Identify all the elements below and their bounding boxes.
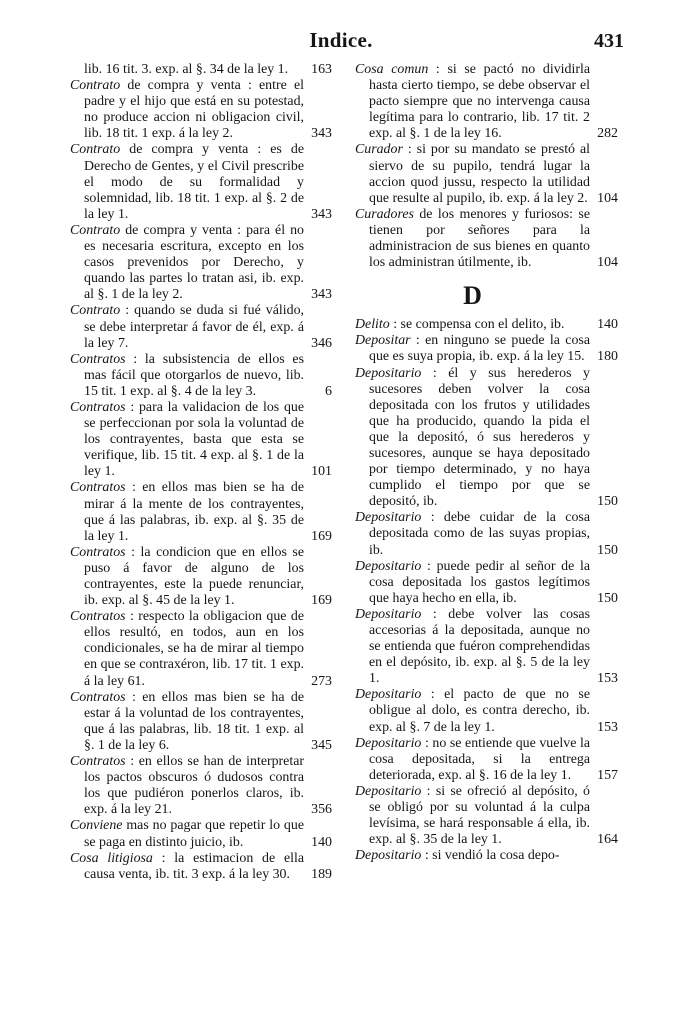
entry-page-ref: 169 (311, 593, 332, 609)
entry-text (355, 559, 590, 607)
entry-headword: Depositario (355, 783, 422, 799)
index-entry (70, 480, 332, 544)
index-entry (355, 317, 618, 333)
entry-body: : si se pactó no dividirla hasta cierto tiempo, se debe observar el pacto siempre que no intervenga causa legítima para lo contrario, lib. 17 tit. 2 exp. al §. 1 de la ley 16. (369, 62, 590, 142)
entry-page-ref: 343 (311, 126, 332, 142)
entry-headword: Contrato (70, 222, 121, 238)
entry-page-ref: 150 (597, 590, 618, 606)
entry-body: : se compensa con el delito, ib. (389, 317, 565, 333)
entry-headword: Contratos (70, 544, 126, 560)
entry-page-ref: 345 (311, 737, 332, 753)
entry-headword: Cosa comun (355, 62, 429, 77)
entry-text (355, 687, 590, 735)
index-entry (355, 62, 618, 142)
entry-page-ref: 189 (311, 866, 332, 882)
entry-page-ref: 140 (311, 834, 332, 850)
entry-headword: Contratos (70, 480, 126, 496)
entry-body: : si por su mandato se prestó al siervo de su pupilo, tendrá lugar la accion quod jussu, respecto la utilidad que resulte al pupilo, ib. exp. á la ley 2. (369, 142, 590, 206)
entry-text (70, 352, 304, 400)
entry-body: : si se ofreció al depósito, ó se obligó por su voluntad á la culpa levísima, se hará responsable á ella, ib. exp. al §. 35 de la ley 1. (369, 783, 590, 848)
index-entry (70, 754, 332, 818)
entry-headword: Contrato (70, 303, 121, 319)
entry-text (355, 366, 590, 511)
entry-text (70, 223, 304, 303)
entry-body: de compra y venta : para él no es necesaria escritura, excepto en los casos prevenidos por Derecho, y quando las partes lo tratan asi, ib. exp. al §. 1 de la ley 2. (84, 222, 304, 303)
entry-text (355, 510, 590, 558)
entry-headword: Depositario (355, 510, 422, 526)
entry-page-ref: 180 (597, 349, 618, 365)
entry-body: : la condicion que en ellos se puso á favor de alguno de los contrayentes, este la puede renunciar, ib. exp. al §. 45 de la ley 1. (84, 544, 304, 609)
entry-page-ref: 346 (311, 335, 332, 351)
entry-text (70, 142, 304, 222)
index-entry (355, 333, 618, 365)
index-entry (355, 207, 618, 271)
entry-text (70, 609, 304, 689)
entry-headword: Depositar (355, 333, 411, 349)
entry-body: : quando se duda si fué válido, se debe interpretar á favor de él, exp. á la ley 7. (84, 303, 304, 351)
page-title: Indice. (309, 28, 373, 52)
entry-text (70, 545, 304, 609)
entry-page-ref: 282 (597, 126, 618, 142)
entry-text (70, 400, 304, 480)
entry-headword: Curador (355, 142, 403, 158)
entry-body: : en ellos mas bien se ha de mirar á la mente de los contrayentes, que á las palabras, ib. exp. al §. 35 de la ley 1. (84, 480, 304, 544)
page-number: 431 (594, 30, 624, 52)
entry-page-ref: 356 (311, 802, 332, 818)
entry-headword: Depositario (355, 606, 422, 622)
entry-body: : debe cuidar de la cosa depositada como de las suyas propias, ib. (369, 510, 590, 558)
index-entry (355, 784, 618, 848)
entry-text (355, 317, 590, 333)
entry-body: : la subsistencia de ellos es mas fácil que otorgarlos de nuevo, lib. 15 tit. 1 exp. al §. 4 de la ley 3. (84, 351, 304, 399)
entry-text (355, 607, 590, 687)
entry-text (355, 207, 590, 271)
entry-text (70, 62, 304, 78)
index-entry (355, 687, 618, 735)
entry-text (70, 480, 304, 544)
entry-body: : en ellos se han de interpretar los pactos obscuros ó dudosos contra los que pudiéron ponerlos claros, ib. exp. á la ley 21. (84, 754, 304, 818)
entry-headword: Contrato (70, 78, 121, 94)
entry-page-ref: 343 (311, 287, 332, 303)
entry-body: : en ellos mas bien se ha de estar á la voluntad de los contrayentes, que á las palabras, lib. 18 tit. 1 exp. al §. 1 de la ley 6. (84, 689, 304, 753)
entry-body: : respecto la obligacion que de ellos resultó, en todos, aun en los condicionales, se ha de mirar al tiempo en que se contraxéron, lib. 17 tit. 1 exp. á la ley 61. (84, 609, 304, 689)
entry-page-ref: 104 (597, 190, 618, 206)
index-entry (70, 609, 332, 689)
entry-text (355, 784, 590, 848)
right-column (355, 62, 618, 1012)
entry-headword: Conviene (70, 818, 123, 834)
index-entry (70, 818, 332, 850)
entry-headword: Contratos (70, 351, 126, 367)
entry-body: mas no pagar que repetir lo que se paga en distinto juicio, ib. (84, 818, 304, 850)
entry-body: : el pacto de que no se obligue al dolo, es contra derecho, ib. exp. al §. 7 de la ley 1. (369, 687, 590, 735)
page-header (0, 26, 682, 56)
entry-body: : él y sus herederos y sucesores deben volver la cosa depositada con los frutos y utilidades que ha producido, quando la pida el que la depositó, ó sus herederos y sucesores, aunque se haya depositado por tiempo determinado, y no haya cumplido el tiempo por que se depositó, ib. (369, 365, 590, 510)
index-entry (355, 366, 618, 511)
index-entry (70, 78, 332, 142)
entry-text (70, 754, 304, 818)
entry-page-ref: 153 (597, 719, 618, 735)
entry-page-ref: 101 (311, 464, 332, 480)
index-entry (70, 690, 332, 754)
entry-headword: Depositario (355, 558, 422, 574)
entry-headword: Depositario (355, 735, 422, 751)
entry-headword: Contrato (70, 142, 121, 158)
entry-text (355, 62, 590, 142)
entry-page-ref: 164 (597, 832, 618, 848)
entry-page-ref: 150 (597, 494, 618, 510)
index-entry (70, 352, 332, 400)
left-column (70, 62, 332, 1012)
entry-page-ref: 150 (597, 542, 618, 558)
entry-page-ref: 6 (325, 383, 332, 399)
entry-headword: Depositario (355, 365, 422, 381)
entry-page-ref: 169 (311, 528, 332, 544)
entry-page-ref: 153 (597, 671, 618, 687)
entry-body: : para la validacion de los que se perfeccionan por sola la voluntad de los contrayentes, basta que esta se verifique, lib. 15 tit. 4 exp. al §. 1 de la ley 1. (84, 399, 304, 480)
entry-body: : en ninguno se puede la cosa que es suya propia, ib. exp. á la ley 15. (369, 333, 590, 365)
index-entry (355, 142, 618, 206)
entry-text (355, 333, 590, 365)
section-letter: D (463, 281, 482, 311)
entry-headword: Contratos (70, 754, 126, 770)
entry-body: lib. 16 tit. 3. exp. al §. 34 de la ley 1. (84, 62, 289, 77)
entry-text (355, 848, 590, 864)
entry-body: : debe volver las cosas accesorias á la depositada, aunque no se entienda que fuéron comprehendidas en el depósito, ib. exp. al §. 5 de la ley 1. (369, 606, 590, 687)
entry-text (355, 142, 590, 206)
index-entry (70, 223, 332, 303)
index-entry (70, 142, 332, 222)
entry-page-ref: 163 (311, 62, 332, 77)
entry-page-ref: 273 (311, 673, 332, 689)
entry-body: : no se entiende que vuelve la cosa depositada, si la entrega deteriorada, exp. al §. 16 de la ley 1. (369, 735, 590, 783)
index-entry (70, 400, 332, 480)
entry-headword: Contratos (70, 609, 126, 625)
entry-page-ref: 140 (597, 317, 618, 333)
entry-page-ref: 157 (597, 767, 618, 783)
entry-body: de compra y venta : entre el padre y el hijo que está en su potestad, no produce accion ni obligacion civil, lib. 18 tit. 1 exp. á la ley 2. (84, 78, 304, 142)
entry-text (70, 818, 304, 850)
entry-headword: Curadores (355, 206, 414, 222)
entry-body: : la estimacion de ella causa venta, ib. tit. 3 exp. á la ley 30. (84, 850, 304, 882)
entry-headword: Contratos (70, 399, 126, 415)
entry-headword: Cosa litigiosa (70, 850, 153, 866)
index-entry (355, 607, 618, 687)
index-entry (70, 303, 332, 351)
entry-body: : puede pedir al señor de la cosa depositada los gastos legítimos que haya hecho en ella, ib. (369, 558, 590, 606)
index-entry (355, 736, 618, 784)
entry-text (70, 851, 304, 883)
index-entry (70, 545, 332, 609)
index-entry (70, 851, 332, 883)
entry-body: de compra y venta : es de Derecho de Gentes, y el Civil prescribe el modo de su formalidad y solemnidad, lib. 18 tit. 1 exp. al §. 2 de la ley 1. (84, 142, 304, 222)
index-entry (355, 510, 618, 558)
entry-body: : si vendió la cosa depo- (421, 848, 560, 864)
entry-headword: Depositario (355, 687, 422, 703)
entry-text (70, 690, 304, 754)
entry-page-ref: 343 (311, 206, 332, 222)
entry-text (70, 303, 304, 351)
entry-headword: Depositario (355, 848, 422, 864)
entry-text (355, 736, 590, 784)
entry-headword: Contratos (70, 689, 126, 705)
index-entry (355, 559, 618, 607)
index-entry (70, 62, 332, 78)
entry-headword: Delito (355, 317, 390, 333)
entry-text (70, 78, 304, 142)
index-entry (355, 848, 618, 864)
entry-body: de los menores y furiosos: se tienen por señores para la administracion de sus bienes en quanto los administran útilmente, ib. (369, 206, 590, 271)
entry-page-ref: 104 (597, 255, 618, 271)
